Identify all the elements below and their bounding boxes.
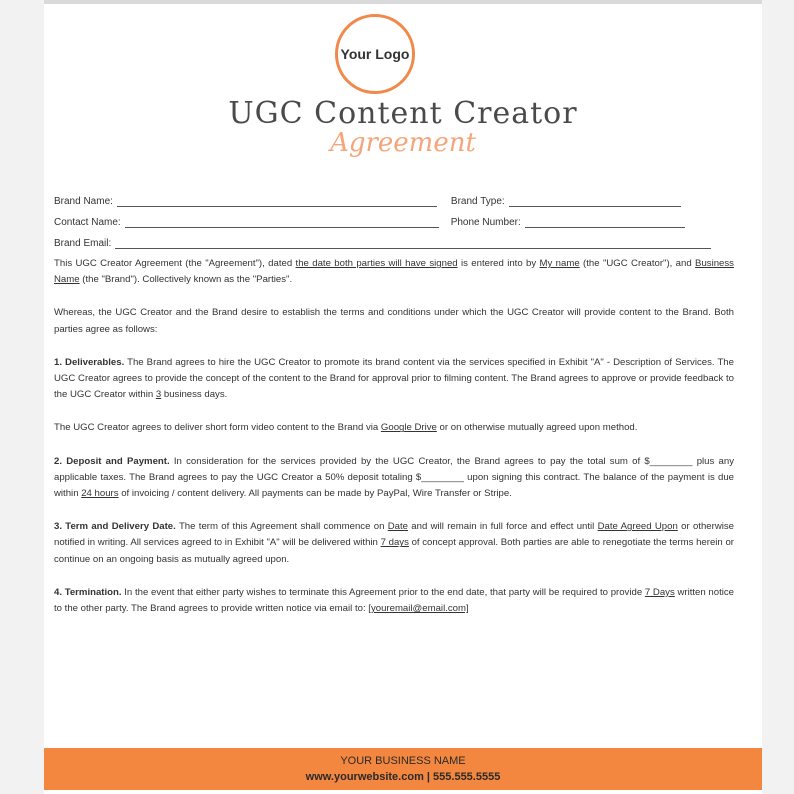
brand-email-line[interactable] bbox=[115, 239, 711, 249]
business-name-placeholder: Business Name bbox=[54, 258, 734, 286]
section-heading: 4. Termination. bbox=[54, 586, 122, 598]
creator-name-placeholder: My name bbox=[539, 258, 580, 269]
section-payment: 2. Deposit and Payment. In consideration for the services provided by the UGC Creator, the Brand agrees to pay the total sum of $________ plus any applicable taxes. The Brand agrees to pay the UGC Creator a 50% deposit totaling $________ upon signing this contract. The balance of the payment is due within 24 hours of invoicing / content delivery. All payments can be made by PayPal, Wire Transfer or Stripe. bbox=[54, 455, 735, 500]
whereas-paragraph: Whereas, the UGC Creator and the Brand desire to establish the terms and conditions under which the UGC Creator will provide content to the Brand. Both parties agree as follows: bbox=[54, 307, 734, 335]
footer-bar bbox=[44, 748, 762, 790]
footer-business-name: YOUR BUSINESS NAME bbox=[340, 755, 466, 767]
email-placeholder: [youremail@email.com] bbox=[368, 603, 469, 615]
agreement-body bbox=[54, 256, 734, 634]
section-heading: 1. Deliverables. bbox=[54, 356, 125, 368]
logo-placeholder bbox=[335, 14, 415, 94]
logo-text: Your Logo bbox=[340, 46, 410, 62]
brand-name-label: Brand Name: bbox=[54, 196, 113, 207]
date-placeholder: the date both parties will have signed bbox=[295, 258, 458, 269]
section-term: 3. Term and Delivery Date. The term of this Agreement shall commence on Date and will remain in full force and effect until Date Agreed Upon or otherwise notified in writing. All services agreed to in Exhibit "A" will be delivered within 7 days of concept approval. Both parties are able to renegotiate the terms herein or continue on an ongoing basis as mutually agreed upon. bbox=[54, 521, 735, 565]
footer-contact: www.yourwebsite.com | 555.555.5555 bbox=[305, 771, 501, 783]
section-heading: 3. Term and Delivery Date. bbox=[54, 521, 176, 533]
section-deliverables-delivery: The UGC Creator agrees to deliver short form video content to the Brand via Google Drive or on otherwise mutually agreed upon method. bbox=[54, 422, 638, 434]
field-row-1 bbox=[54, 186, 734, 207]
field-row-3 bbox=[54, 228, 734, 249]
document-page bbox=[44, 0, 762, 794]
brand-email-label: Brand Email: bbox=[54, 238, 112, 249]
field-row-2 bbox=[54, 207, 734, 228]
document-title: UGC Content Creator bbox=[228, 96, 578, 131]
phone-number-label: Phone Number: bbox=[450, 217, 521, 228]
brand-name-line[interactable] bbox=[117, 197, 437, 207]
contact-name-label: Contact Name: bbox=[54, 217, 121, 228]
brand-type-line[interactable] bbox=[509, 197, 681, 207]
brand-fields bbox=[54, 186, 734, 249]
phone-number-line[interactable] bbox=[525, 218, 685, 228]
intro-paragraph: This UGC Creator Agreement (the "Agreement"), dated the date both parties will have signed is entered into by My name (the "UGC Creator"), and Business Name (the "Brand"). Collectively known as the "Parties". bbox=[54, 258, 734, 286]
document-subtitle: Agreement bbox=[330, 128, 476, 158]
section-deliverables: 1. Deliverables. The Brand agrees to hire the UGC Creator to promote its brand content via the services specified in Exhibit "A" - Description of Services. The UGC Creator agrees to provide the concept of the content to the Brand for approval prior to filming content. The Brand agrees to approve or provide feedback to the UGC Creator within 3 business days. bbox=[54, 356, 734, 401]
contact-name-line[interactable] bbox=[125, 218, 439, 228]
brand-type-label: Brand Type: bbox=[450, 196, 505, 207]
top-border bbox=[44, 0, 762, 4]
section-heading: 2. Deposit and Payment. bbox=[54, 455, 170, 467]
section-termination: 4. Termination. In the event that either party wishes to terminate this Agreement prior to the end date, that party will be required to provide 7 Days written notice to the other party. The Brand agrees to provide written notice via email to: [youremail@email.com] bbox=[54, 586, 734, 615]
